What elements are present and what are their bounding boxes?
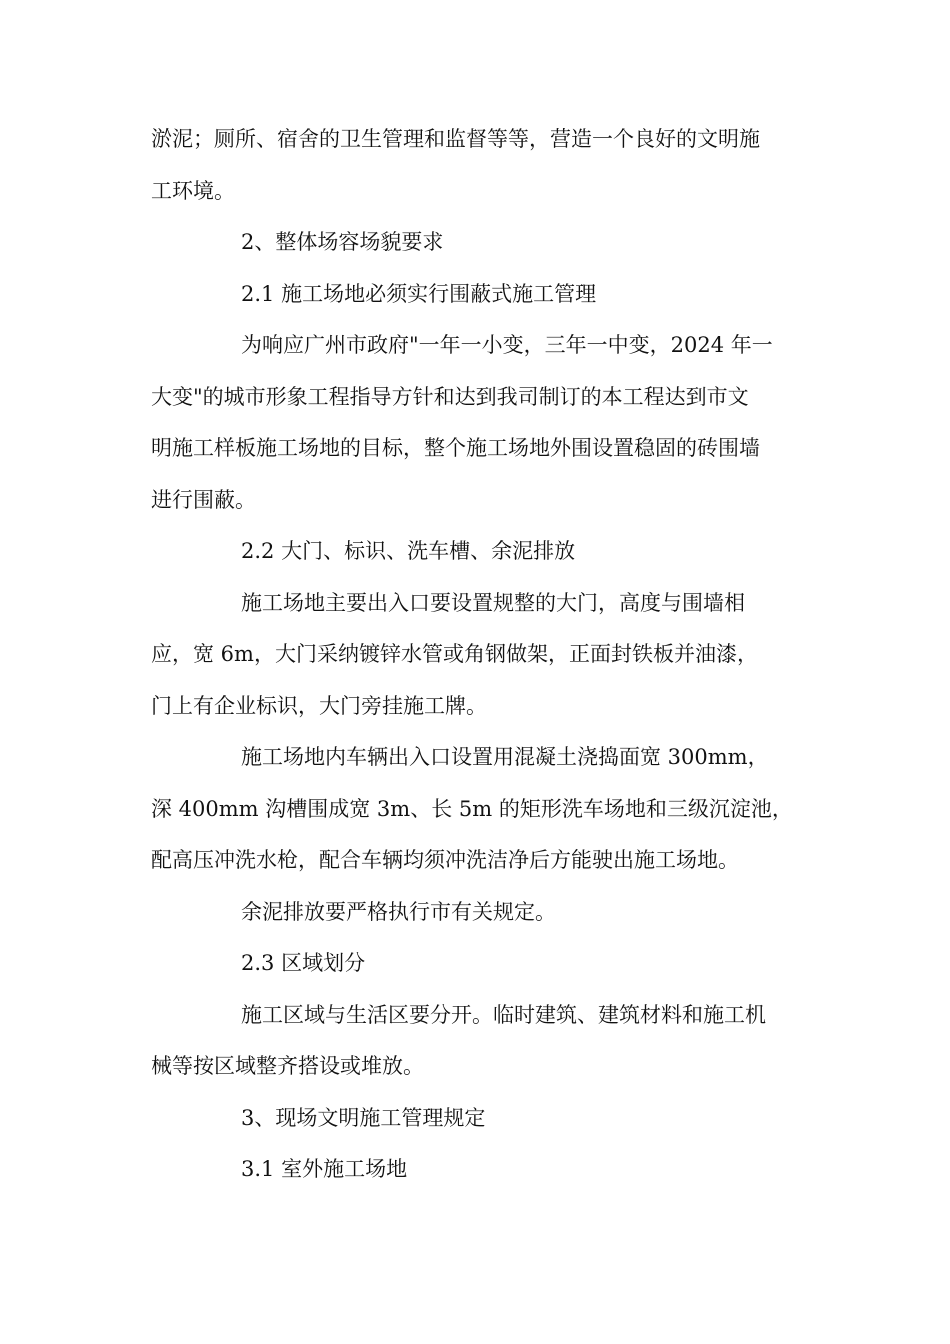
paragraph-line: 工环境。 (151, 178, 235, 203)
subsection-heading: 2.1 施工场地必须实行围蔽式施工管理 (241, 281, 597, 306)
paragraph-line: 明施工样板施工场地的目标，整个施工场地外围设置稳固的砖围墙 (151, 436, 760, 460)
paragraph-line: 深 400mm 沟槽围成宽 3m、长 5m 的矩形洗车场地和三级沉淀池， (151, 796, 793, 821)
paragraph-line: 配高压冲洗水枪，配合车辆均须冲洗洁净后方能驶出施工场地。 (151, 848, 739, 872)
paragraph-line: 进行围蔽。 (151, 487, 256, 512)
paragraph-line: 大变"的城市形象工程指导方针和达到我司制订的本工程达到市文 (151, 384, 749, 409)
paragraph-line: 施工场地内车辆出入口设置用混凝土浇捣面宽 300mm， (241, 745, 769, 769)
paragraph-line: 门上有企业标识，大门旁挂施工牌。 (151, 693, 487, 718)
paragraph-line: 施工场地主要出入口要设置规整的大门，高度与围墙相 (241, 590, 745, 615)
section-heading: 2、整体场容场貌要求 (241, 230, 444, 254)
paragraph-line: 为响应广州市政府"一年一小变，三年一中变，2024 年一 (241, 333, 773, 357)
paragraph-line: 淤泥；厕所、宿舍的卫生管理和监督等等，营造一个良好的文明施 (151, 127, 760, 151)
paragraph-line: 应，宽 6m，大门采纳镀锌水管或角钢做架，正面封铁板并油漆， (151, 642, 758, 666)
subsection-heading: 3.1 室外施工场地 (241, 1157, 408, 1181)
paragraph-line: 余泥排放要严格执行市有关规定。 (241, 899, 556, 924)
document-body (151, 114, 801, 1196)
section-heading: 3、现场文明施工管理规定 (241, 1105, 486, 1130)
subsection-heading: 2.3 区域划分 (241, 951, 366, 975)
subsection-heading: 2.2 大门、标识、洗车槽、余泥排放 (241, 539, 576, 563)
paragraph-line: 械等按区域整齐搭设或堆放。 (151, 1054, 424, 1078)
paragraph-line: 施工区域与生活区要分开。临时建筑、建筑材料和施工机 (241, 1002, 766, 1027)
